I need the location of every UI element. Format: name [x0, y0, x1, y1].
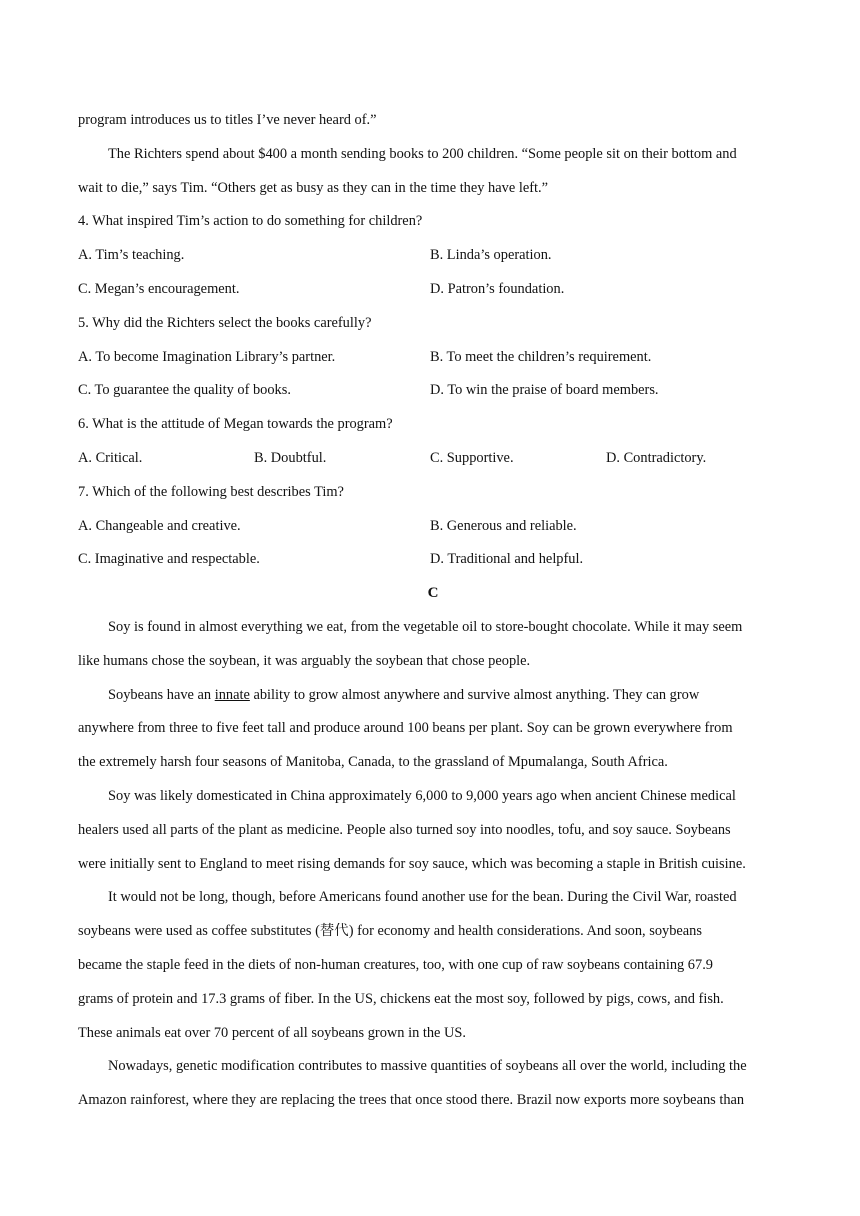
text-segment: Soybeans have an — [108, 686, 215, 703]
question-7-option-c: C. Imaginative and respectable. — [78, 551, 260, 568]
passage-text-line: program introduces us to titles I’ve never heard of.” — [78, 112, 377, 128]
question-5-option-d: D. To win the praise of board members. — [430, 382, 659, 399]
passage-text-line: grams of protein and 17.3 grams of fiber. In the US, chickens eat the most soy, followed by pigs, cows, and fish. — [78, 990, 724, 1007]
document-page — [78, 104, 788, 1118]
passage-text-line: like humans chose the soybean, it was arguably the soybean that chose people. — [78, 652, 531, 669]
question-7-option-d: D. Traditional and helpful. — [430, 551, 584, 568]
question-4-option-d: D. Patron’s foundation. — [430, 280, 565, 297]
passage-text-line: Soy was likely domesticated in China approximately 6,000 to 9,000 years ago when ancient Chinese medical — [108, 787, 736, 804]
question-6-option-b: B. Doubtful. — [254, 449, 327, 466]
question-4-option-c: C. Megan’s encouragement. — [78, 280, 240, 297]
passage-text-line: were initially sent to England to meet rising demands for soy sauce, which was becoming a staple in British cuisine. — [78, 855, 746, 872]
question-5-options-row1 — [78, 341, 788, 375]
question-7-options-row1 — [78, 510, 788, 544]
passage-text-line: Nowadays, genetic modification contributes to massive quantities of soybeans all over the world, including the — [108, 1058, 747, 1075]
question-4-options-row2 — [78, 273, 788, 307]
question-4-option-a: A. Tim’s teaching. — [78, 247, 185, 264]
question-7-option-a: A. Changeable and creative. — [78, 517, 241, 534]
question-6-option-c: C. Supportive. — [430, 449, 514, 466]
question-7-options-row2 — [78, 543, 788, 577]
passage-text-line: healers used all parts of the plant as medicine. People also turned soy into noodles, tofu, and soy sauce. Soybeans — [78, 821, 731, 838]
passage-text-line: These animals eat over 70 percent of all soybeans grown in the US. — [78, 1024, 467, 1041]
question-5-option-b: B. To meet the children’s requirement. — [430, 348, 652, 365]
text-segment: ability to grow almost anywhere and survive almost anything. They can grow — [249, 686, 700, 703]
passage-text-line: It would not be long, though, before Americans found another use for the bean. During the Civil War, roasted — [108, 889, 737, 906]
question-5-option-c: C. To guarantee the quality of books. — [78, 382, 291, 399]
question-6-options-row — [78, 442, 788, 476]
underlined-word: innate — [214, 686, 250, 703]
passage-text-line: Soy is found in almost everything we eat, from the vegetable oil to store-bought chocolate. While it may seem — [108, 618, 743, 635]
question-5-option-a: A. To become Imagination Library’s partner. — [78, 348, 336, 365]
question-4-option-b: B. Linda’s operation. — [430, 247, 552, 264]
question-5-options-row2 — [78, 374, 788, 408]
question-6-option-d: D. Contradictory. — [606, 449, 707, 466]
section-heading: C — [427, 585, 439, 602]
passage-text-line: soybeans were used as coffee substitutes (替代) for economy and health considerations. And soon, soybeans — [78, 923, 702, 940]
question-4-stem: 4. What inspired Tim’s action to do something for children? — [78, 213, 423, 230]
question-6-option-a: A. Critical. — [78, 449, 143, 466]
question-4-options-row1 — [78, 239, 788, 273]
passage-text-line — [78, 679, 788, 713]
passage-text-line: Amazon rainforest, where they are replacing the trees that once stood there. Brazil now exports more soybeans than — [78, 1092, 745, 1109]
passage-text-line: The Richters spend about $400 a month sending books to 200 children. “Some people sit on their bottom and — [108, 145, 737, 162]
question-5-stem: 5. Why did the Richters select the books carefully? — [78, 314, 372, 331]
question-6-stem: 6. What is the attitude of Megan towards the program? — [78, 416, 393, 433]
question-7-stem: 7. Which of the following best describes Tim? — [78, 483, 344, 500]
question-7-option-b: B. Generous and reliable. — [430, 517, 577, 534]
passage-text-line: became the staple feed in the diets of non-human creatures, too, with one cup of raw soybeans containing 67.9 — [78, 956, 713, 973]
passage-text-line: wait to die,” says Tim. “Others get as busy as they can in the time they have left.” — [78, 179, 548, 196]
passage-text-line: the extremely harsh four seasons of Manitoba, Canada, to the grassland of Mpumalanga, South Africa. — [78, 754, 668, 771]
passage-text-line: anywhere from three to five feet tall and produce around 100 beans per plant. Soy can be grown everywhere from — [78, 720, 733, 737]
